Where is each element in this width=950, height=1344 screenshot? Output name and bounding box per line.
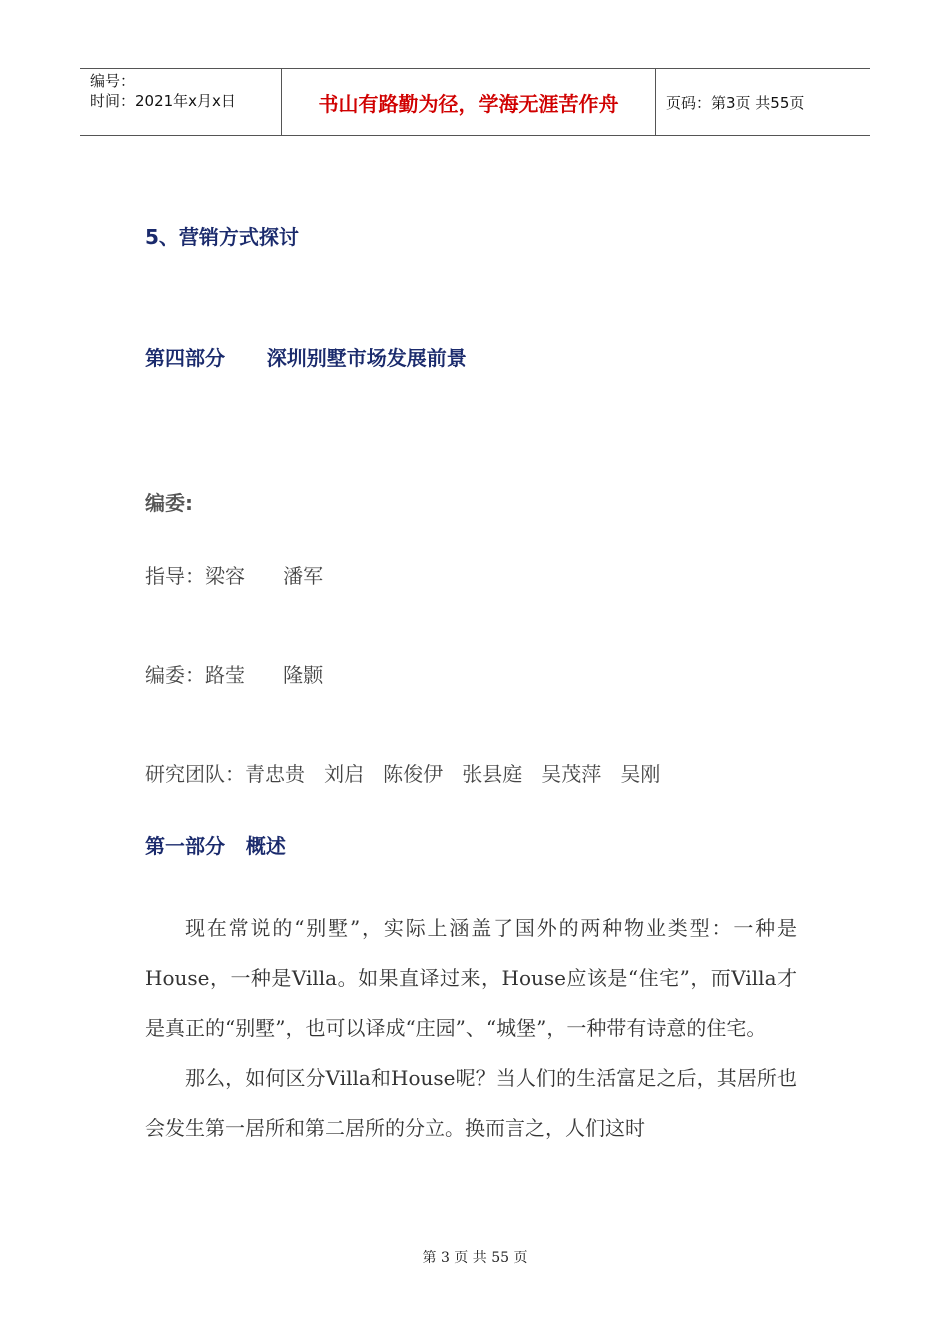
editors-heading: 编委: bbox=[145, 491, 193, 515]
header-page-info: 页码：第3页 共55页 bbox=[666, 93, 805, 112]
section-marketing-heading: 5、营销方式探讨 bbox=[145, 225, 299, 249]
header-date: 时间：2021年x月x日 bbox=[90, 92, 236, 110]
part4-heading: 第四部分 深圳别墅市场发展前景 bbox=[145, 346, 467, 370]
editors-line: 编委：路莹 隆颢 bbox=[145, 663, 324, 687]
body-paragraph-2: 那么，如何区分Villa和House呢？当人们的生活富足之后，其居所也会发生第一居所和第二居所的分立。换而言之，人们这时 bbox=[145, 1066, 797, 1140]
page-header bbox=[80, 68, 870, 136]
header-meta bbox=[80, 69, 282, 135]
header-motto: 书山有路勤为径，学海无涯苦作舟 bbox=[282, 69, 656, 135]
page-footer: 第 3 页 共 55 页 bbox=[422, 1250, 528, 1266]
header-number: 编号： bbox=[90, 72, 136, 90]
guidance-line: 指导：梁容 潘军 bbox=[145, 564, 324, 588]
team-line: 研究团队：青忠贵 刘启 陈俊伊 张县庭 吴茂萍 吴刚 bbox=[145, 762, 661, 786]
body-text bbox=[145, 903, 797, 1153]
part1-heading: 第一部分 概述 bbox=[145, 834, 286, 858]
body-paragraph-1: 现在常说的“别墅”，实际上涵盖了国外的两种物业类型：一种是House，一种是Villa。如果直译过来，House应该是“住宅”，而Villa才是真正的“别墅”，也可以译成“庄园”、“城堡”，一种带有诗意的住宅。 bbox=[145, 916, 797, 1040]
